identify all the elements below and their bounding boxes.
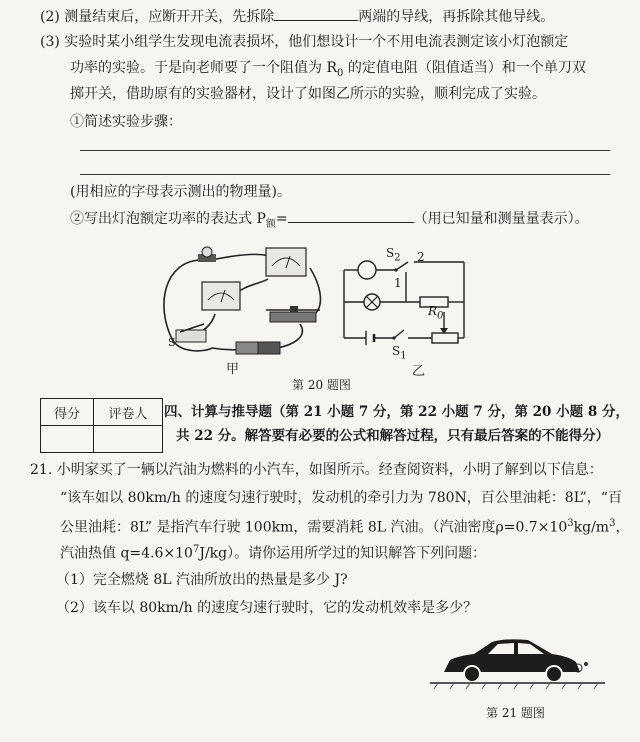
section4-title-line2: 共 22 分。解答要有必要的公式和解答过程，只有最后答案的不能得分） [176,428,610,444]
label-terminal-2: 2 [417,250,425,264]
q20-step1-note: (用相应的字母表示测出的物理量)。 [70,184,291,200]
q20-part3-line2-a: 功率的实验。于是向老师要了一个阻值为 R [70,60,337,76]
figure-21-caption: 第 21 题图 [486,706,545,720]
q20-part3-line2-b: 的定值电阻（阻值适当）和一个单刀双 [343,60,586,76]
q20-part3-line3: 掷开关，借助原有的实验器材，设计了如图乙所示的实验，顺利完成了实验。 [70,86,546,102]
q20-part3-line1: (3) 实验时某小组学生发现电流表损坏，他们想设计一个不用电流表测定该小灯泡额定 [40,34,569,50]
answer-blank-1[interactable] [274,6,358,21]
figure-20-caption: 第 20 题图 [292,378,351,392]
q20-step2 [70,208,589,235]
grader-cell[interactable] [94,426,163,453]
label-s2: $S_2$ [386,246,401,264]
bulb-icon [202,247,212,257]
q20-step2-c: （用已知量和测量量表示）。 [413,211,589,227]
q20-part2-text-a: (2) 测量结束后，应断开开关，先拆除 [40,9,275,25]
q20-step2-eq: = [275,211,288,227]
q21-line2: “该车如以 80km/h 的速度匀速行驶时，发动机的牵引力为 780N，百公里油耗：8L”，“百 [60,490,622,506]
p-rated-subscript: 额 [265,218,276,230]
score-table [40,398,163,453]
q21-line3: 公里油耗：8L” 是指汽车行驶 100km，需要消耗 8L 汽油。（汽油密度$\rho=0.7\times 10^3kg/m^3$， [60,518,630,536]
q20-part3-line2 [70,58,586,84]
rheostat-symbol-icon [432,333,458,343]
label-s1: $S_1$ [392,344,407,362]
figure-label-jia: 甲 [226,362,240,377]
switch-label-s: S [168,336,176,349]
label-r0: $R_0$ [428,304,444,322]
q21-line1: 21. 小明家买了一辆以汽油为燃料的小汽车，如图所示。经查阅资料，小明了解到以下信息： [30,462,603,478]
rheostat-icon [270,312,316,322]
section4-title-line1: 四、计算与推导题（第 21 小题 7 分，第 22 小题 7 分，第 20 小题 8 分， [164,404,629,420]
q20-step2-a: ②写出灯泡额定功率的表达式 P [70,211,266,227]
ammeter-icon [202,282,240,310]
voltmeter-symbol-icon [358,261,376,279]
apparatus-figure-jia [150,244,330,364]
battery-icon [258,342,280,354]
score-cell[interactable] [41,426,94,453]
q20-step1-label: ①简述实验步骤： [70,114,182,130]
car-figure [430,628,610,692]
answer-blank-2[interactable] [288,208,414,223]
answer-line-1[interactable] [80,150,610,151]
q20-part2 [40,6,554,27]
voltmeter-icon [266,248,306,276]
answer-line-2[interactable] [80,174,610,175]
grader-header: 评卷人 [94,399,163,426]
q20-part2-text-b: 两端的导线，再拆除其他导线。 [358,9,555,25]
figure-label-yi: 乙 [412,364,426,379]
q21-line4: 汽油热值 $q=4.6\times 10^7J/kg$）。请你运用所学过的知识解答下列问题： [60,544,487,562]
r0-subscript: 0 [337,67,344,79]
q21-sub1: （1）完全燃烧 8L 汽油所放出的热量是多少 J? [56,572,348,588]
label-terminal-1: 1 [394,276,402,290]
q21-sub2: （2）该车以 80km/h 的速度匀速行驶时，它的发动机效率是多少？ [56,600,478,616]
score-header: 得分 [41,399,94,426]
